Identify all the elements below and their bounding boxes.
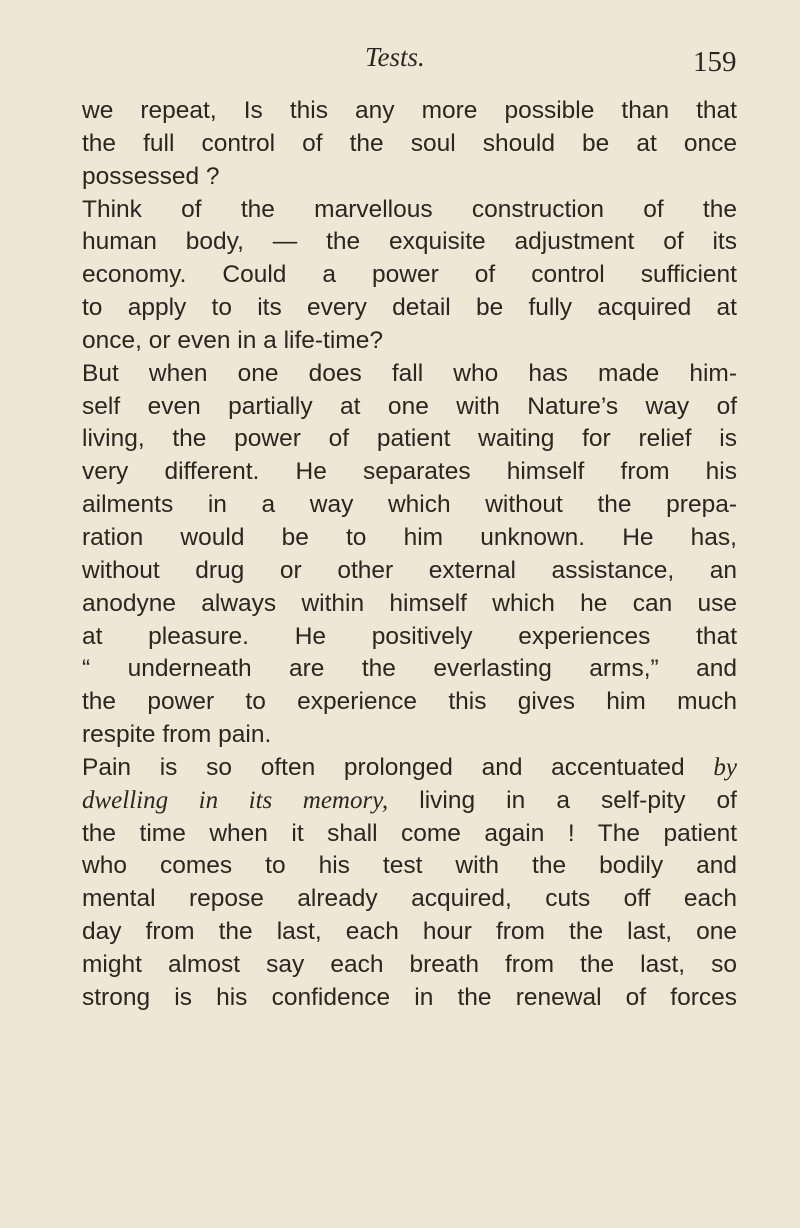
text-line: anodyne always within himself which he can use <box>82 589 737 617</box>
text-line <box>82 752 737 785</box>
text-line: ailments in a way which without the prepa- <box>82 491 737 519</box>
text-line: who comes to his test with the bodily and <box>82 852 737 880</box>
text-run: living in a self-pity of <box>419 786 737 814</box>
text-line: But when one does fall who has made him- <box>82 359 737 387</box>
text-line: mental repose already acquired, cuts off each <box>82 885 737 913</box>
text-line: the time when it shall come again ! The patient <box>82 819 737 847</box>
text-line: living, the power of patient waiting for relief is <box>82 425 737 453</box>
text-line: human body, — the exquisite adjustment of its <box>82 228 737 256</box>
text-line: might almost say each breath from the last, so <box>82 950 737 978</box>
text-line: without drug or other external assistance, an <box>82 556 737 584</box>
text-line: the power to experience this gives him much <box>82 688 737 716</box>
page-number: 159 <box>693 46 737 78</box>
text-line: self even partially at one with Nature’s way of <box>82 392 737 420</box>
text-line: very different. He separates himself from his <box>82 458 737 486</box>
text-line: strong is his confidence in the renewal of forces <box>82 983 737 1011</box>
text-line: to apply to its every detail be fully acquired at <box>82 294 737 322</box>
text-run: Pain is so often prolonged and accentuated <box>82 753 685 781</box>
running-title: Tests. <box>365 42 425 72</box>
text-line: we repeat, Is this any more possible than that <box>82 97 737 124</box>
text-line: respite from pain. <box>82 721 272 749</box>
body-text <box>82 95 737 1015</box>
running-head <box>0 42 800 82</box>
text-line: possessed ? <box>82 162 220 190</box>
text-line: economy. Could a power of control sufficient <box>82 261 737 289</box>
text-line: ration would be to him unknown. He has, <box>82 523 737 551</box>
text-line: at pleasure. He positively experiences that <box>82 622 737 650</box>
text-line: Think of the marvellous construction of the <box>82 195 737 223</box>
text-line: once, or even in a life-time? <box>82 326 383 354</box>
text-line: the full control of the soul should be at once <box>82 129 737 157</box>
text-line: day from the last, each hour from the last, one <box>82 918 737 946</box>
italic-run: by <box>713 753 738 781</box>
italic-run: dwelling in its memory, <box>82 786 389 814</box>
text-line <box>82 785 737 818</box>
text-line: “ underneath are the everlasting arms,” and <box>82 655 737 683</box>
